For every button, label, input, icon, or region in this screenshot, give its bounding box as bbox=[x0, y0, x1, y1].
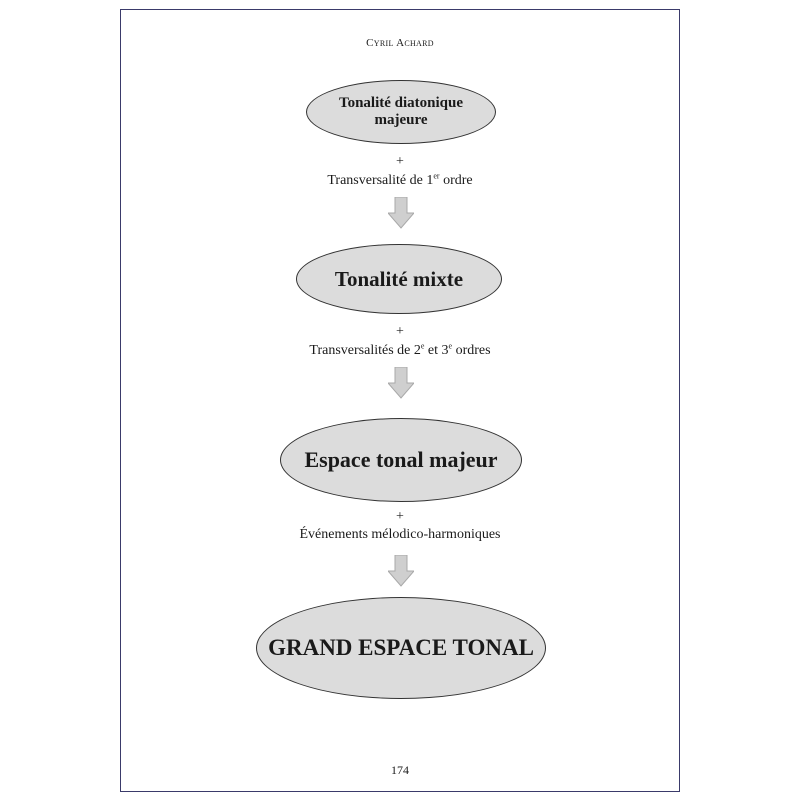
transition-text: Événements mélodico-harmoniques bbox=[299, 527, 501, 542]
book-page bbox=[120, 9, 680, 792]
transition-label-3 bbox=[121, 527, 679, 543]
ordinal-superscript: e bbox=[420, 341, 425, 351]
transition-text: ordres bbox=[452, 343, 491, 358]
node-espace-tonal-majeur: Espace tonal majeur bbox=[280, 418, 522, 502]
node-text bbox=[339, 95, 463, 129]
down-arrow-icon bbox=[388, 367, 414, 399]
plus-sign: + bbox=[396, 324, 404, 339]
node-tonalite-diatonique-majeure bbox=[306, 80, 496, 144]
down-arrow-icon bbox=[388, 197, 414, 229]
ordinal-superscript: er bbox=[433, 171, 440, 181]
node-grand-espace-tonal: GRAND ESPACE TONAL bbox=[256, 597, 546, 699]
plus-sign: + bbox=[396, 509, 404, 524]
transition-text: Transversalités de 2 bbox=[309, 343, 421, 358]
transition-label-2 bbox=[121, 343, 679, 359]
transition-text: ordre bbox=[439, 173, 473, 188]
page-number: 174 bbox=[391, 763, 409, 777]
transition-text: Transversalité de 1 bbox=[327, 173, 434, 188]
node-line-1: Tonalité diatonique bbox=[338, 95, 464, 111]
node-line-2: majeure bbox=[374, 112, 428, 128]
plus-sign: + bbox=[396, 154, 404, 169]
running-header: Cyril Achard bbox=[366, 37, 434, 49]
down-arrow-icon bbox=[388, 555, 414, 587]
node-tonalite-mixte: Tonalité mixte bbox=[296, 244, 502, 314]
transition-label-1 bbox=[121, 173, 679, 189]
transition-text: et 3 bbox=[424, 343, 449, 358]
ordinal-superscript: e bbox=[448, 341, 453, 351]
